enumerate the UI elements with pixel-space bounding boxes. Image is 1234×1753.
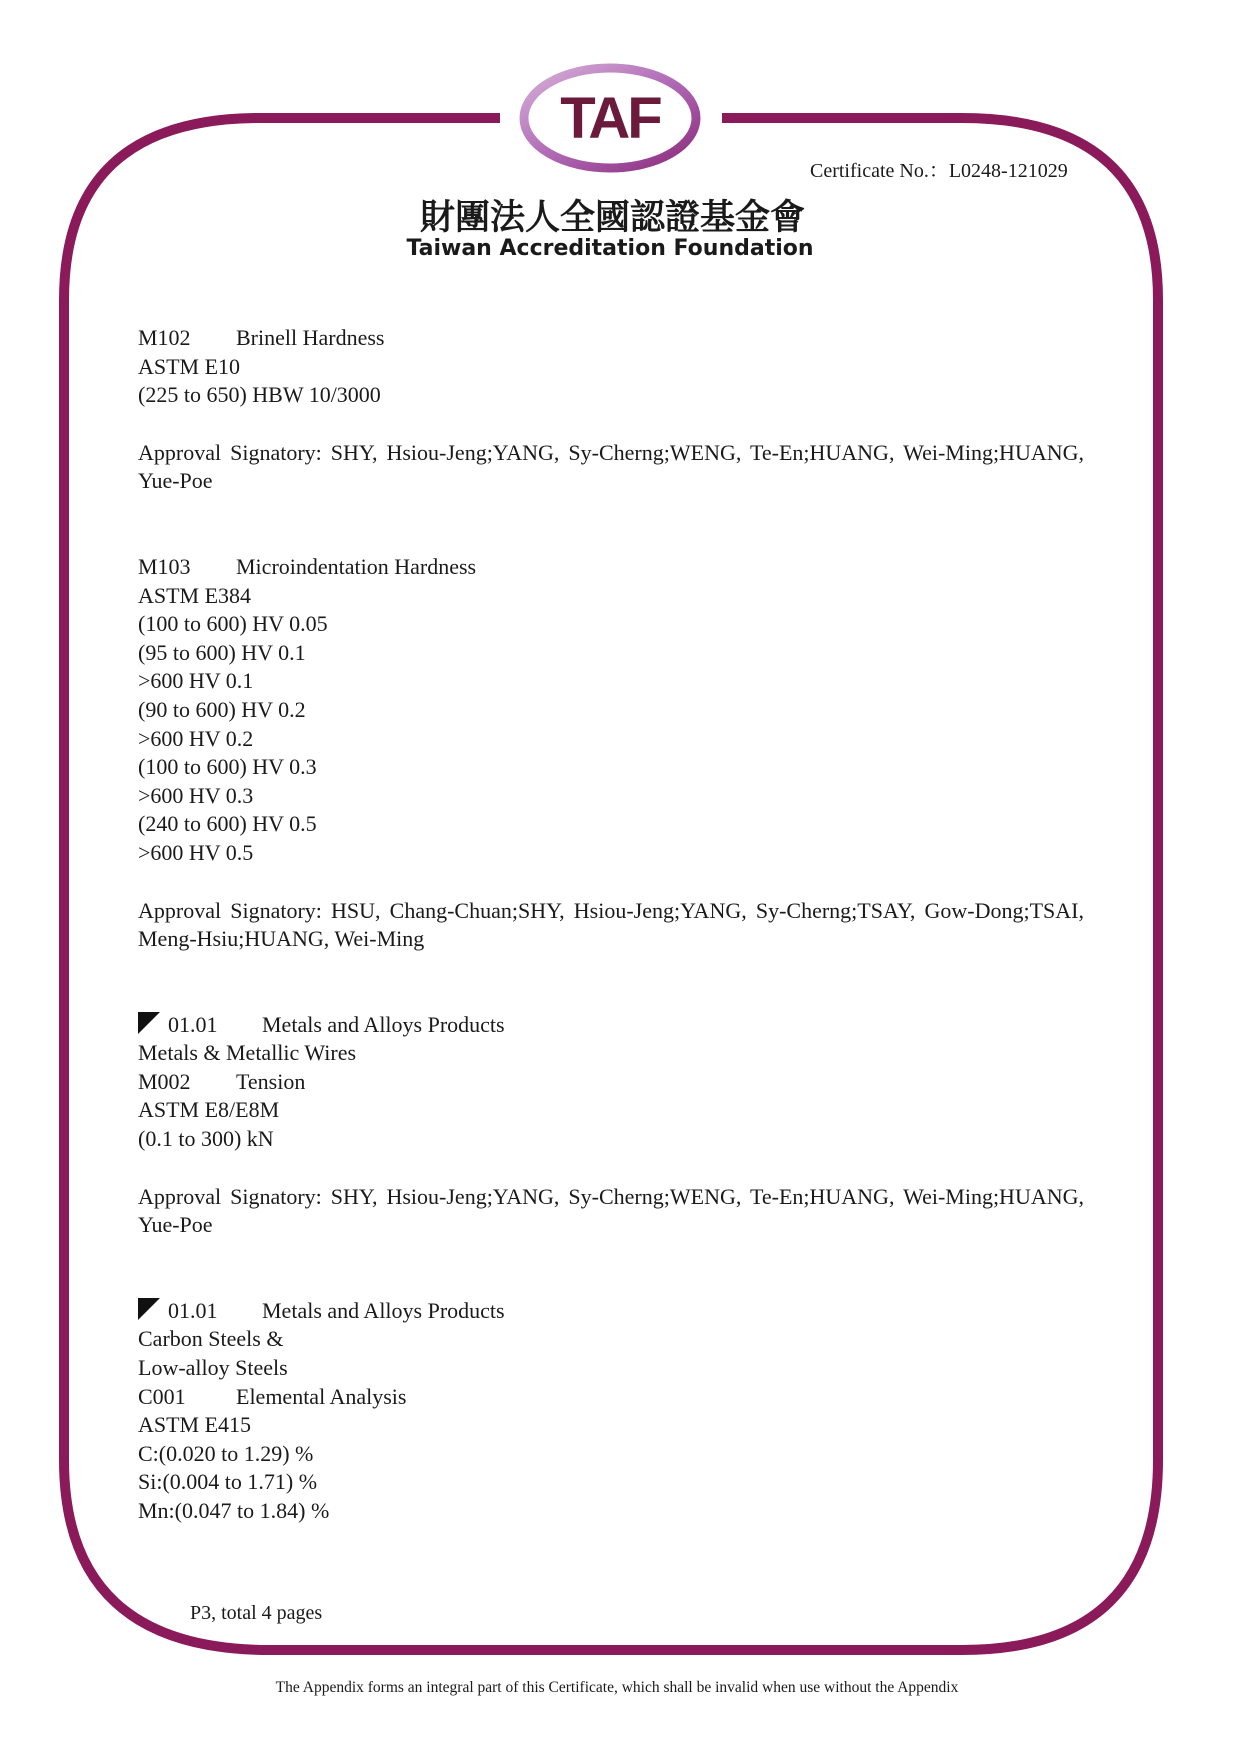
page-number: P3, total 4 pages: [190, 1602, 323, 1624]
scope-line: Low-alloy Steels: [138, 1355, 288, 1381]
item-code: M102: [138, 325, 191, 350]
flag-triangle-icon: [138, 1012, 160, 1034]
scope-line: >600 HV 0.5: [138, 839, 254, 865]
scope-line: (0.1 to 300) kN: [138, 1126, 274, 1152]
scope-line: [138, 324, 1084, 353]
item-title: Tension: [236, 1068, 306, 1094]
taf-logo-text: TAF: [560, 86, 660, 151]
item-title: Microindentation Hardness: [236, 553, 477, 579]
scope-line: [138, 1011, 1084, 1040]
scope-line: (240 to 600) HV 0.5: [138, 811, 317, 837]
scope-line: (225 to 650) HBW 10/3000: [138, 382, 381, 408]
taf-logo: [515, 60, 705, 176]
scope-line: Mn:(0.047 to 1.84) %: [138, 1498, 330, 1523]
scope-line: [138, 1068, 1084, 1097]
block-spacer: [138, 496, 1084, 553]
scope-line: >600 HV 0.2: [138, 725, 254, 751]
scope-block: [138, 1297, 1084, 1526]
scope-line: (100 to 600) HV 0.05: [138, 611, 328, 637]
flag-triangle-icon: [138, 1298, 160, 1320]
organization-name-english: Taiwan Accreditation Foundation: [406, 236, 814, 261]
approval-signatory: Approval Signatory: SHY, Hsiou-Jeng;YANG, Sy-Cherng;WENG, Te-En;HUANG, Wei-Ming;HUANG, Yue-Poe: [138, 439, 1084, 494]
scope-line: >600 HV 0.3: [138, 782, 254, 808]
scope-line: >600 HV 0.1: [138, 668, 254, 694]
item-title: Brinell Hardness: [236, 325, 385, 350]
scope-line: (100 to 600) HV 0.3: [138, 754, 317, 780]
approval-signatory: Approval Signatory: HSU, Chang-Chuan;SHY, Hsiou-Jeng;YANG, Sy-Cherng;TSAY, Gow-Dong;TSAI, Meng-Hsiu;HUANG, Wei-Ming: [138, 897, 1084, 952]
scope-line: ASTM E10: [138, 353, 241, 379]
scope-line: Carbon Steels &: [138, 1326, 284, 1352]
scope-line: Si:(0.004 to 1.71) %: [138, 1469, 318, 1495]
block-spacer: [138, 954, 1084, 1011]
item-code: 01.01: [168, 1011, 218, 1037]
item-title: Metals and Alloys Products: [262, 1297, 505, 1323]
item-code: C001: [138, 1383, 186, 1409]
scope-line: ASTM E8/E8M: [138, 1097, 280, 1123]
scope-line: C:(0.020 to 1.29) %: [138, 1440, 314, 1466]
item-code: M103: [138, 553, 191, 579]
scope-block: [138, 553, 1084, 1011]
scope-line: (95 to 600) HV 0.1: [138, 639, 306, 665]
certificate-number: Certificate No.：L0248-121029: [810, 160, 1068, 182]
scope-line: ASTM E415: [138, 1412, 252, 1438]
appendix-content: [138, 324, 1084, 1526]
scope-line: (90 to 600) HV 0.2: [138, 696, 306, 722]
footer-note: The Appendix forms an integral part of this Certificate, which shall be invalid when use without the Appendix: [275, 1679, 959, 1696]
item-title: Elemental Analysis: [236, 1383, 407, 1409]
item-code: M002: [138, 1068, 191, 1094]
scope-line: [138, 1383, 1084, 1412]
approval-signatory: Approval Signatory: SHY, Hsiou-Jeng;YANG, Sy-Cherng;WENG, Te-En;HUANG, Wei-Ming;HUANG, Yue-Poe: [138, 1183, 1084, 1238]
scope-block: [138, 324, 1084, 553]
scope-line: Metals & Metallic Wires: [138, 1040, 357, 1066]
item-code: 01.01: [168, 1297, 218, 1323]
item-title: Metals and Alloys Products: [262, 1011, 505, 1037]
scope-block: [138, 1011, 1084, 1297]
block-spacer: [138, 1240, 1084, 1297]
scope-line: ASTM E384: [138, 582, 252, 608]
scope-line: [138, 1297, 1084, 1326]
organization-name-chinese: 財團法人全國認證基金會: [420, 198, 806, 238]
scope-line: [138, 553, 1084, 582]
